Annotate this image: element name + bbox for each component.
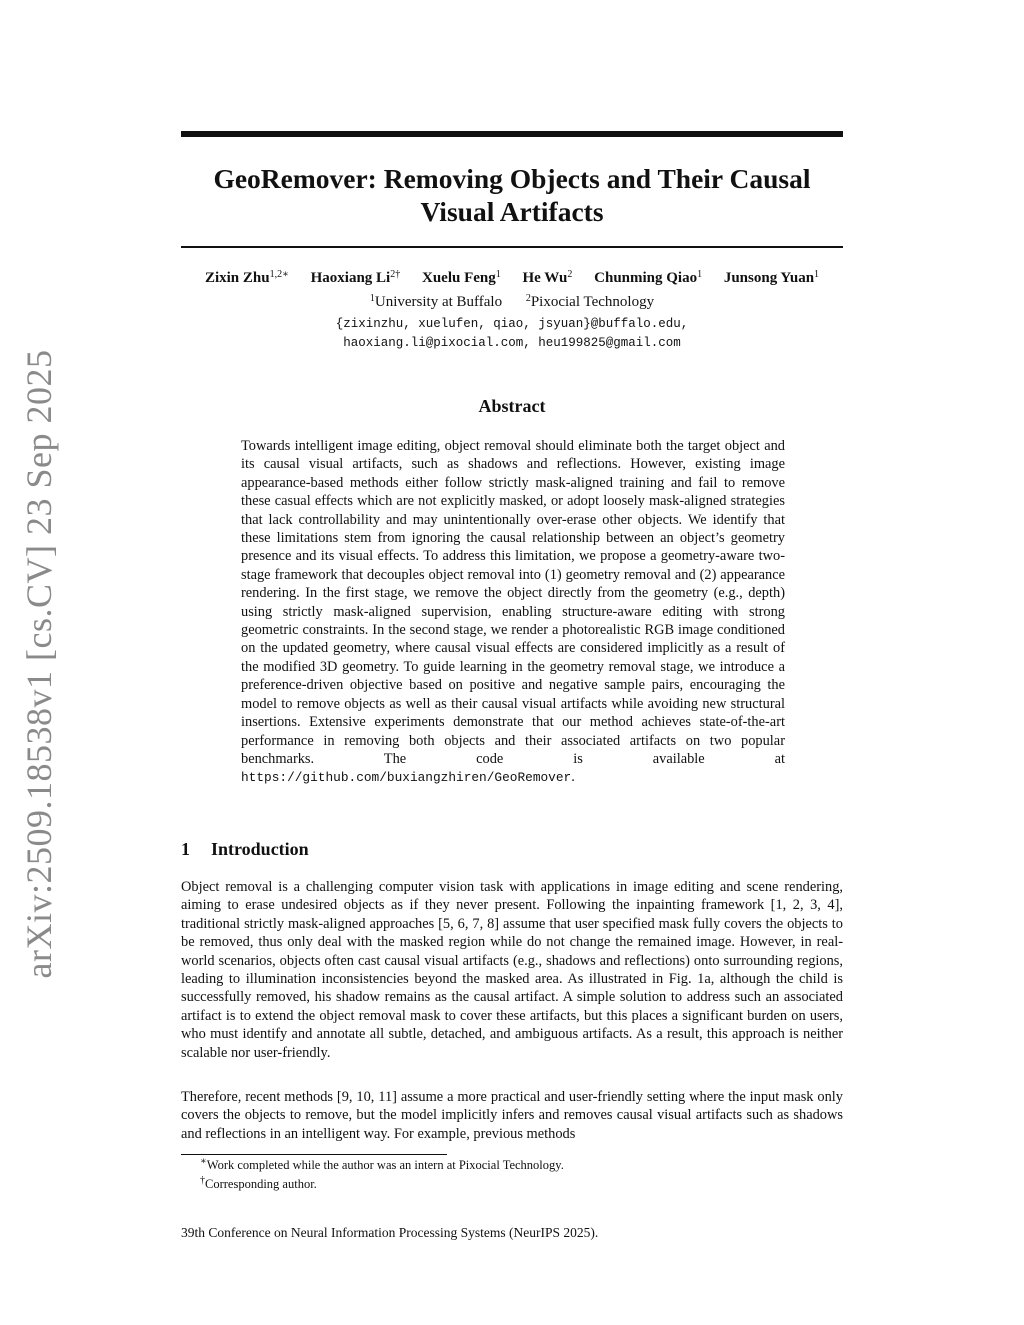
paper-title: GeoRemover: Removing Objects and Their Causal Visual Artifacts <box>213 163 811 227</box>
affiliation: $^1$University at Buffalo <box>369 293 503 310</box>
author: Xuelu Feng$^1$ <box>421 269 501 286</box>
arxiv-stamp: arXiv:2509.18538v1 [cs.CV] 23 Sep 2025 <box>19 349 59 979</box>
author: Zixin Zhu$^{1,2∗}$ <box>204 269 289 286</box>
intro-paragraph: Therefore, recent methods [9, 10, 11] assume a more practical and user-friendly setting where the input mask only covers the objects to remove, but the model implicitly infers and removes causal visual artifacts such as shadows and reflections in an intelligent way. For example, previous methods <box>181 1089 843 1142</box>
title-bottom-rule <box>181 246 843 248</box>
section-title: Introduction <box>211 839 309 859</box>
author: Haoxiang $Li^{2\dagger}$ <box>310 269 401 286</box>
affiliation: $^2$Pixocial Technology <box>525 293 655 310</box>
author: Chunming Qiao$^1$ <box>594 269 703 286</box>
email-line: {zixinzhu, xuelufen, qiao, jsyuan}@buffalo.edu, <box>335 317 689 331</box>
title-top-rule <box>181 131 843 137</box>
footnote-rule <box>181 1154 447 1155</box>
footnote: †Corresponding author. <box>200 1175 317 1191</box>
section-number: 1 <box>181 839 190 859</box>
author-list <box>150 268 874 288</box>
author: Junsong Yuan$^1$ <box>723 269 820 286</box>
affiliation-list <box>181 292 843 312</box>
email-line: haoxiang.li@pixocial.com, heu199825@gmail.com <box>343 336 681 350</box>
abstract-heading: Abstract <box>478 396 546 416</box>
section-heading <box>181 838 843 860</box>
intro-paragraph: Object removal is a challenging computer vision task with applications in image editing and scene rendering, aiming to erase undesired objects as if they never present. Following the inpainting framework [1, 2, 3, 4], traditional strictly mask-aligned approaches [5, 6, 7, 8] assume that user specified mask fully covers the objects to be removed, thus only deal with the masked region while do not change the remained image. However, in real-world scenarios, objects often cast causal visual artifacts (e.g., shadows and reflections) onto surrounding regions, leading to illumination inconsistencies beyond the masked area. As illustrated in Fig. 1a, although the child is successfully removed, his shadow remains as the causal artifact. A simple solution to address such an associated artifact is to extend the object removal mask to cover these artifacts, but this places a significant burden on users, who must identify and annotate all subtle, detached, and ambiguous artifacts. As a result, this approach is neither scalable nor user-friendly. <box>181 879 843 1061</box>
author-emails <box>181 315 843 353</box>
author: He Wu$^2$ <box>522 269 573 286</box>
venue-note: 39th Conference on Neural Information Processing Systems (NeurIPS 2025). <box>181 1225 599 1240</box>
footnote: ∗Work completed while the author was an intern at Pixocial Technology. <box>200 1156 564 1172</box>
footnotes <box>200 1156 840 1194</box>
abstract-text: Towards intelligent image editing, object removal should eliminate both the target object and its causal visual artifacts, such as shadows and reflections. However, existing image appearance-based methods either follow strictly mask-aligned training and fail to remove these casual effects which are not explicitly masked, or adopt loosely mask-aligned strategies that lack controllability and may unintentionally over-erase other objects. We identify that these limitations stem from ignoring the causal relationship between an object’s geometry presence and its visual effects. To address this limitation, we propose a geometry-aware two-stage framework that decouples object removal into (1) geometry removal and (2) appearance rendering. In the first stage, we remove the object directly from the geometry (e.g., depth) using strictly mask-aligned supervision, enabling structure-aware editing with strong geometric constraints. In the second stage, we render a photorealistic RGB image conditioned on the updated geometry, where causal visual effects are considered implicitly as a result of the modified 3D geometry. To guide learning in the geometry removal stage, we introduce a preference-driven objective based on positive and negative sample pairs, encouraging the model to remove objects as well as their causal visual artifacts while avoiding new structural insertions. Extensive experiments demonstrate that our method achieves state-of-the-art performance in removing both objects and their associated artifacts on two popular benchmarks. The code is available at <box>241 438 785 767</box>
abstract-body: Towards intelligent image editing, object removal should eliminate both the target object and its causal visual artifacts, such as shadows and reflections. However, existing image appearance-based methods either follow strictly mask-aligned training and fail to remove these casual effects which are not explicitly masked, or adopt loosely mask-aligned strategies that lack controllability and may unintentionally over-erase other objects. We identify that these limitations stem from ignoring the causal relationship between an object’s geometry presence and its visual effects. To address this limitation, we propose a geometry-aware two-stage framework that decouples object removal into (1) geometry removal and (2) appearance rendering. In the first stage, we remove the object directly from the geometry (e.g., depth) using strictly mask-aligned supervision, enabling structure-aware editing with strong geometric constraints. In the second stage, we render a photorealistic RGB image conditioned on the updated geometry, where causal visual effects are considered implicitly as a result of the modified 3D geometry. To guide learning in the geometry removal stage, we introduce a preference-driven objective based on positive and negative sample pairs, encouraging the model to remove objects as well as their causal visual artifacts while avoiding new structural insertions. Extensive experiments demonstrate that our method achieves state-of-the-art performance in removing both objects and their associated artifacts on two popular benchmarks. The code is available at https://github.com/buxiangzhiren/GeoRemover. <box>241 438 785 786</box>
code-link[interactable]: https://github.com/buxiangzhiren/GeoRemover <box>241 770 572 786</box>
